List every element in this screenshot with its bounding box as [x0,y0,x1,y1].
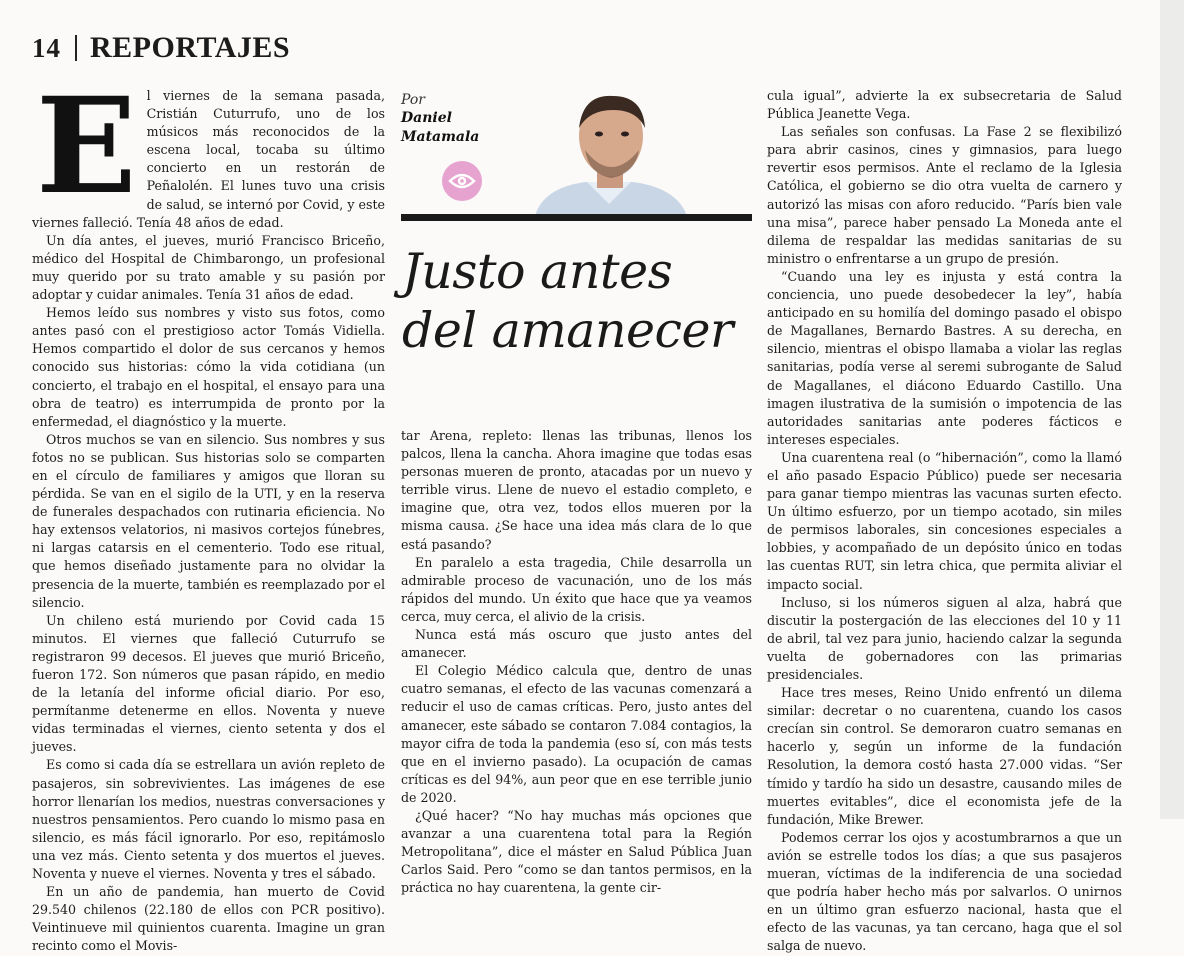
paragraph: Una cuarentena real (o “hibernación”, como la llamó el año pasado Espacio Público) puede ser necesaria para ganar tiempo mientras las vacunas surten efecto. Un último esfuerzo, por un tiempo acotado, sin miles de permisos laborales, sin concesiones especiales a lobbies, y acompañado de un depósito único en todas las cuentas RUT, sin letra chica, que permita aliviar el impacto social. [767,449,1122,592]
paragraph: tar Arena, repleto: llenas las tribunas, llenos los palcos, llena la cancha. Ahora imagine que todas esas personas mueren de pronto, atacadas por un nuevo y terrible virus. Llene de nuevo el estadio completo, e imagine que, otra vez, todos ellos mueren por la misma causa. ¿Se hace una idea más clara de lo que está pasando? [401,428,752,552]
author-portrait [515,88,703,216]
byline [401,88,752,216]
eye-icon [442,161,482,201]
paragraph: l viernes de la semana pasada, Cristián Cuturrufo, uno de los músicos más reconocidos de la escena local, tocaba su último concierto en un restorán de Peñalolén. El lunes tuvo una crisis de salud, se internó por Covid, y este viernes falleció. Tenía 48 años de edad. [32,88,385,230]
paragraph: Un chileno está muriendo por Covid cada 15 minutos. El viernes que falleció Cuturrufo se registraron 99 decesos. El jueves que murió Briceño, fueron 172. Son números que pasan rápido, en medio de la letanía del informe oficial diario. Por eso, permítanme detenerme en ellos. Noventa y nueve vidas terminadas el viernes, ciento setenta y dos el jueves. [32,612,385,755]
paragraph: En paralelo a esta tragedia, Chile desarrolla un admirable proceso de vacunación, uno de los más rápidos del mundo. Un éxito que hace que ya veamos cerca, muy cerca, el alivio de la crisis. [401,554,752,624]
page-edge [1160,0,1184,819]
paragraph: “Cuando una ley es injusta y está contra la conciencia, uno puede desobedecer la ley”, había anticipado en su homilía del domingo pasado el obispo de Magallanes, Bernardo Bastres. A su derecha, en silencio, mientras el obispo llamaba a violar las reglas sanitarias, podía verse al seremi subrogante de Salud de Magallanes, el diácono Eduardo Castillo. Una imagen ilustrativa de la sumisión o impotencia de las autoridades sanitarias ante poderes fácticos e intereses especiales. [767,268,1122,447]
author-last-name: Matamala [401,129,480,145]
author-first-name: Daniel [401,110,452,126]
page-number: 14 [32,32,61,63]
paragraph: Otros muchos se van en silencio. Sus nombres y sus fotos no se publican. Sus historias solo se comparten en el círculo de familiares y amigos que lloran su pérdida. Se van en el sigilo de la UTI, y en la reserva de funerales despachados con rutinaria eficiencia. No hay extensos velatorios, ni masivos cortejos fúnebres, ni largas catarsis en el cementerio. Todo ese ritual, que hemos diseñado justamente para no olvidar la presencia de la muerte, también es reemplazado por el silencio. [32,431,385,610]
author-name [401,109,479,147]
paragraph: cula igual”, advierte la ex subsecretaria de Salud Pública Jeanette Vega. [767,88,1122,122]
article-column-1 [32,69,385,954]
section-title: REPORTAJES [90,31,291,64]
header-divider [75,35,77,61]
article-column-3 [767,87,1122,954]
article-column-2 [401,427,752,896]
paragraph: Podemos cerrar los ojos y acostumbrarnos a que un avión se estrelle todos los días; a que sus pasajeros mueran, víctimas de la indiferencia de una sociedad que podría haber hecho más por salvarlos. O unirnos en un último gran esfuerzo nacional, hasta que el efecto de las vacunas, ya tan cercano, haga que el sol salga de nuevo. [767,829,1122,954]
headline-rule [401,214,752,221]
paragraph: Es como si cada día se estrellara un avión repleto de pasajeros, sin sobrevivientes. Las imágenes de ese horror llenarían los medios, nuestras conversaciones y nuestros pensamientos. Pero cuando lo mismo pasa en silencio, es más fácil ignorarlo. Por eso, repitámoslo una vez más. Ciento setenta y dos muertos el jueves. Noventa y nueve el viernes. Noventa y tres el sábado. [32,757,385,882]
byline-prefix: Por [401,92,425,108]
paragraph: En un año de pandemia, han muerto de Covid 29.540 chilenos (22.180 de ellos con PCR positivo). Veintinueve mil quinientos cuarenta. Imagine un gran recinto como el Movis- [32,884,385,954]
drop-cap: E [36,69,137,224]
paragraph: Las señales son confusas. La Fase 2 se flexibilizó para abrir casinos, cines y gimnasios, para luego revertir esos permisos. Ante el reclamo de la Iglesia Católica, el gobierno se dio otra vuelta de carnero y autorizó las misas con aforo reducido. “París bien vale una misa”, parece haber pensado La Moneda ante el dilema de respaldar las medidas sanitarias de su ministro o enfrentarse a un grupo de presión. [767,124,1122,266]
paragraph: Un día antes, el jueves, murió Francisco Briceño, médico del Hospital de Chimbarongo, un profesional muy querido por su trato amable y su pasión por adoptar y cuidar animales. Tenía 31 años de edad. [32,232,385,303]
article-headline: Justo antes del amanecer [402,243,733,359]
paragraph: Nunca está más oscuro que justo antes del amanecer. [401,627,752,661]
paragraph: El Colegio Médico calcula que, dentro de unas cuatro semanas, el efecto de las vacunas comenzará a reducir el uso de camas críticas. Pero, justo antes del amanecer, este sábado se contaron 7.084 contagios, la mayor cifra de toda la pandemia (eso sí, con más tests que en el invierno pasado). La ocupación de camas críticas es del 94%, aun peor que en ese terrible junio de 2020. [401,663,752,805]
page-header [32,30,290,66]
paragraph: Hemos leído sus nombres y visto sus fotos, como antes pasó con el prestigioso actor Tomás Vidiella. Hemos compartido el dolor de sus cercanos y hemos conocido sus historias: cómo la vida cotidiana (un concierto, el trabajo en el hospital, el ensayo para una obra de teatro) es interrumpida de pronto por la enfermedad, el diagnóstico y la muerte. [32,305,385,429]
paragraph: Hace tres meses, Reino Unido enfrentó un dilema similar: decretar o no cuarentena, cuando los casos crecían sin control. Se demoraron cuatro semanas en hacerlo y, según un informe de la fundación Resolution, la demora costó hasta 27.000 vidas. “Ser tímido y tardío ha sido un desastre, causando miles de muertes evitables”, dice el economista jefe de la fundación, Mike Brewer. [767,685,1122,827]
paragraph: Incluso, si los números siguen al alza, habrá que discutir la postergación de las elecciones del 10 y 11 de abril, tal vez para junio, haciendo calzar la segunda vuelta de gobernadores con las primarias presidenciales. [767,594,1122,682]
paragraph: ¿Qué hacer? “No hay muchas más opciones que avanzar a una cuarentena total para la Región Metropolitana”, dice el máster en Salud Pública Juan Carlos Said. Pero “como se dan tantos permisos, en la práctica no hay cuarentena, la gente cir- [401,807,752,896]
